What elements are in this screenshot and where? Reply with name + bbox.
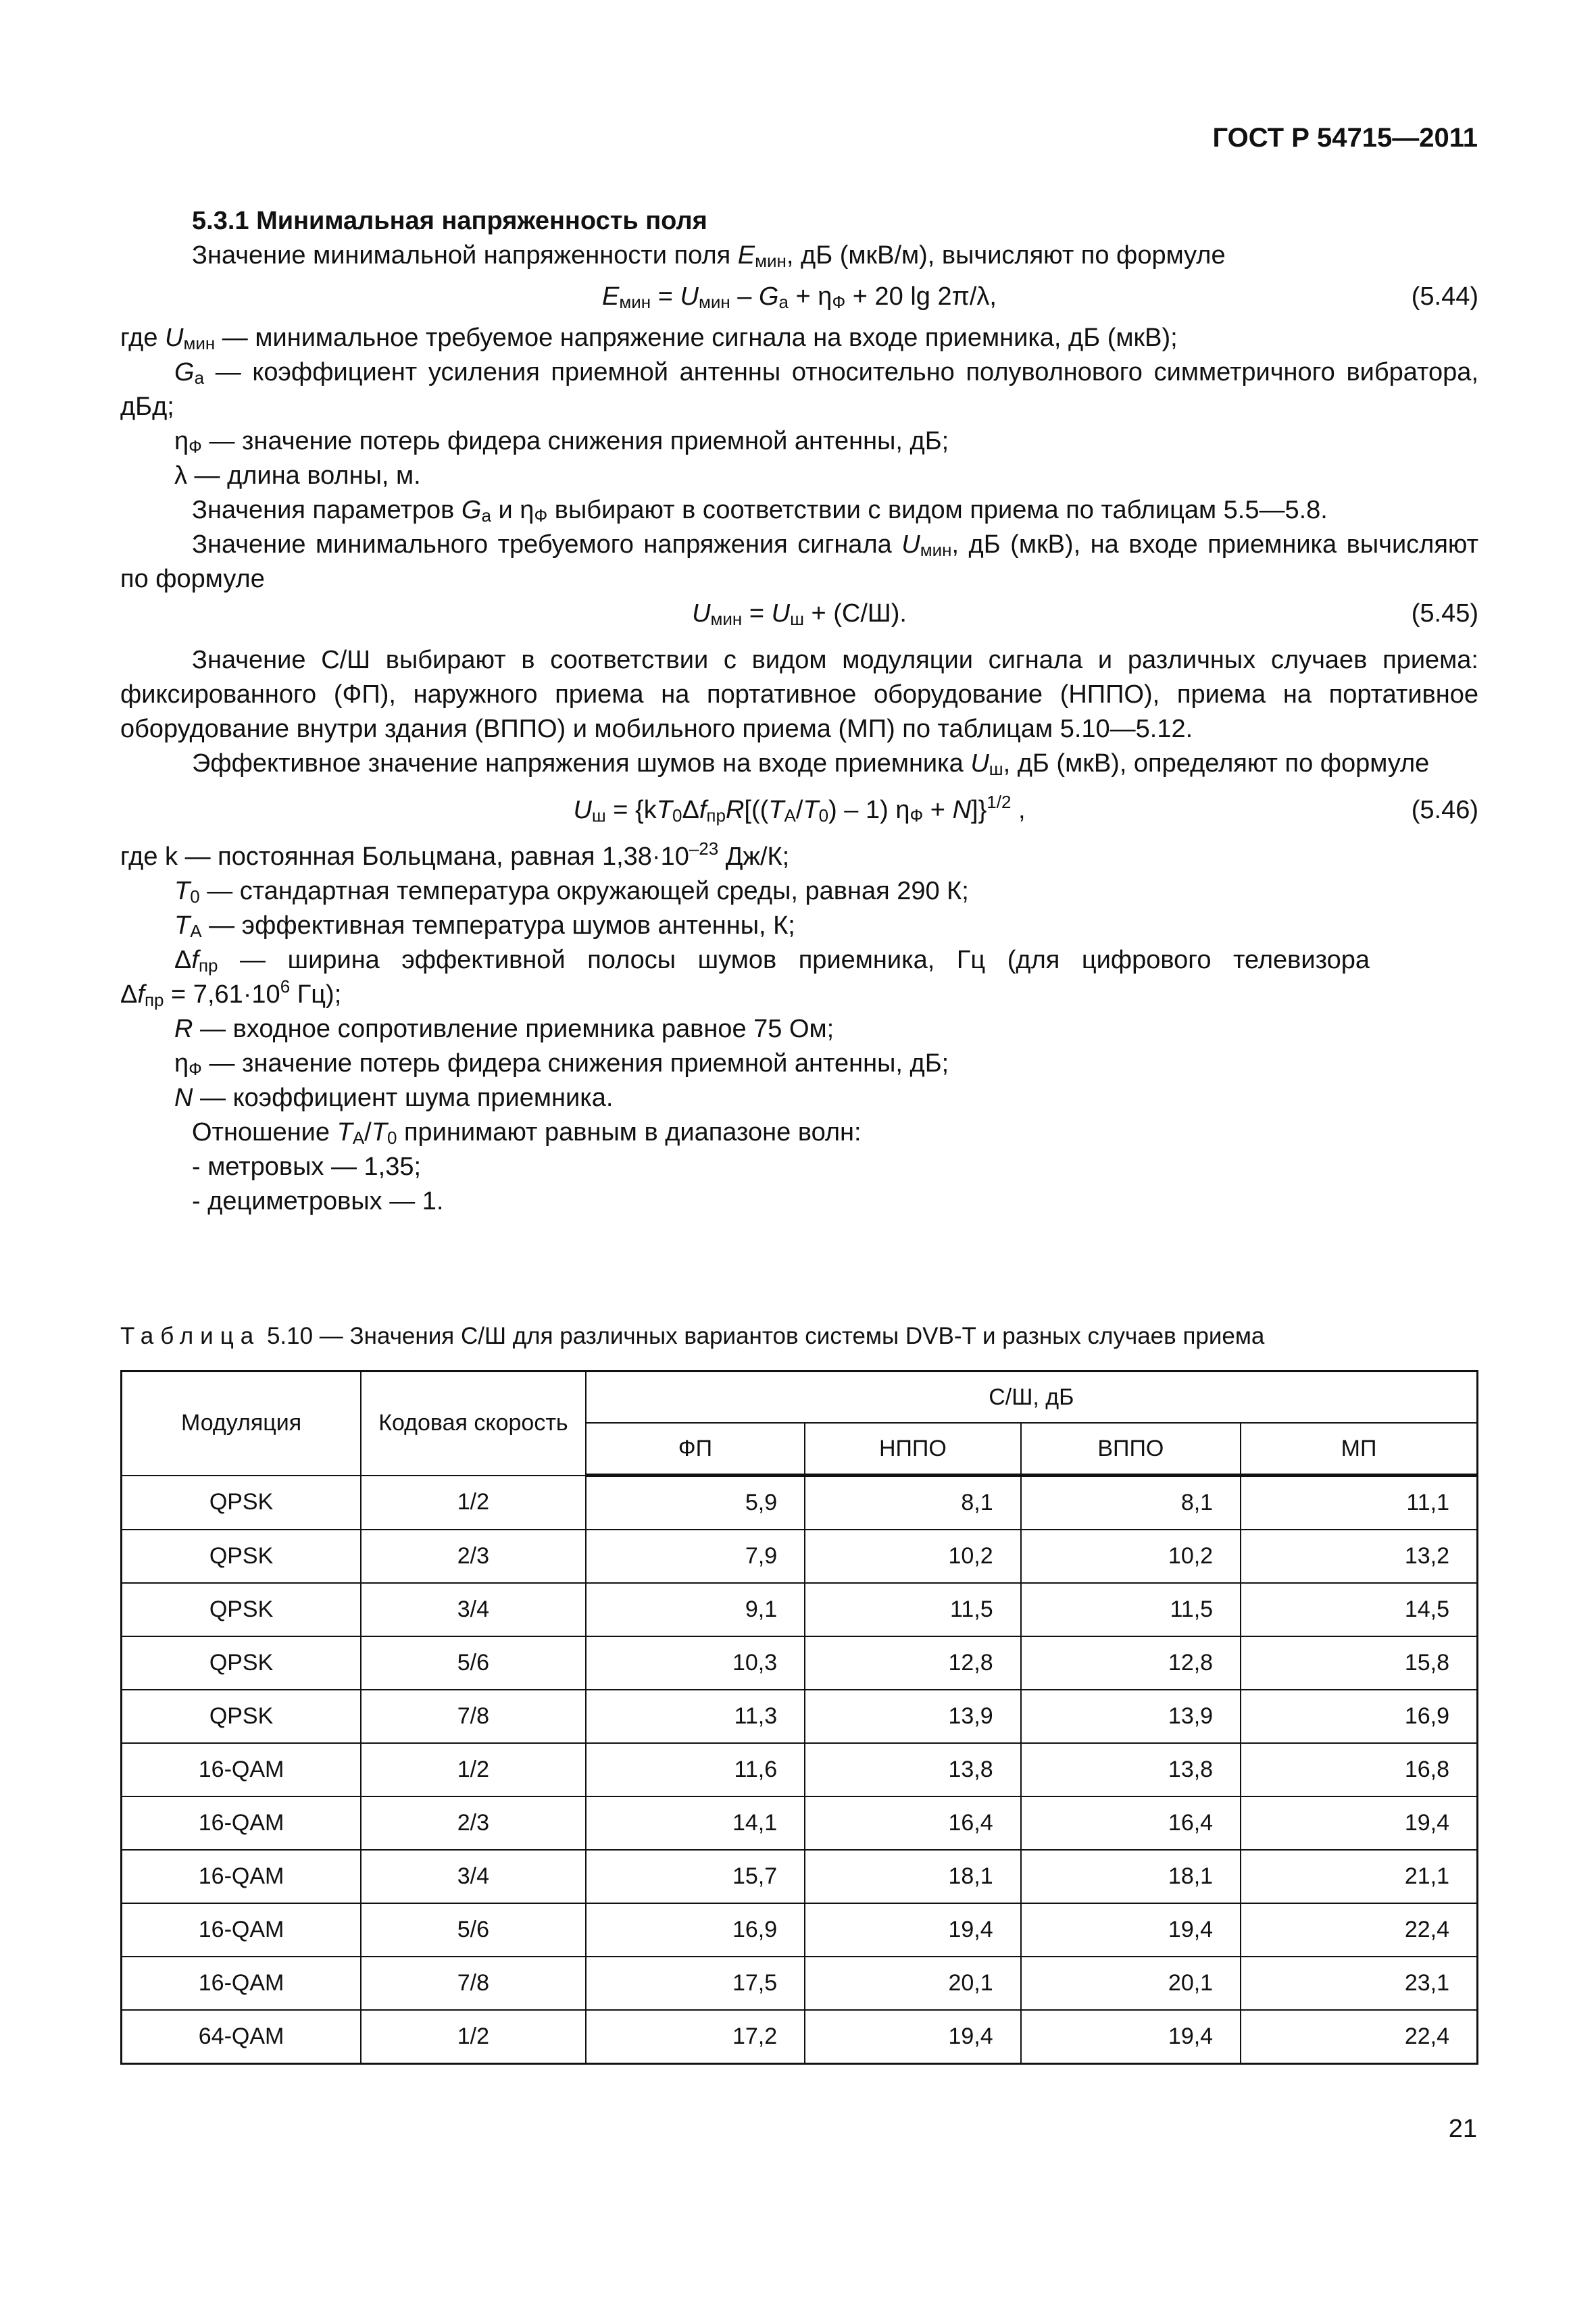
cell-vppo: 11,5 (1021, 1583, 1241, 1636)
cell-mp: 23,1 (1241, 1957, 1477, 2010)
where-df-value: $\Delta f_{пр} = 7,61\cdot 10^6$ Гц); (120, 976, 342, 1010)
cell-nppo: 13,8 (805, 1743, 1021, 1796)
params-paragraph: Значения параметров $G_a$ и $\eta_Ф$ выбирают в соответствии с видом приема по таблицам 5.5—5.8. (192, 496, 1328, 526)
cell-fp: 11,3 (586, 1690, 805, 1743)
cell-code-rate: 1/2 (361, 1743, 586, 1796)
cell-nppo: 20,1 (805, 1957, 1021, 2010)
cell-vppo: 19,4 (1021, 2010, 1241, 2064)
table-row (122, 1530, 1478, 1583)
cell-modulation: 16-QAM (122, 1743, 361, 1796)
snr-paragraph: Значение С/Ш выбирают в соответствии с видом модуляции сигнала и различных случаев приема: фиксированного (ФП), наружного приема на портативное оборудование (НППО), приема на портативное оборудование внутри здания (ВППО) и мобильного приема (МП) по таблицам 5.10—5.12. (120, 646, 1478, 743)
cell-code-rate: 5/6 (361, 1903, 586, 1957)
cell-fp: 7,9 (586, 1530, 805, 1583)
where-df: $\Delta f_{пр}$ — ширина эффективной полосы шумов приемника, Гц (для цифрового телевизора (174, 946, 1370, 976)
page-number: 21 (1448, 2115, 1477, 2143)
section-heading: 5.3.1 Минимальная напряженность поля (192, 207, 707, 235)
cell-modulation: QPSK (122, 1636, 361, 1690)
cell-vppo: 10,2 (1021, 1530, 1241, 1583)
cell-fp: 17,2 (586, 2010, 805, 2064)
where-eta: $\eta_Ф$ — значение потерь фидера снижения приемной антенны, дБ; (174, 427, 949, 457)
formula-5-44: $E_{мин} = U_{мин} - G_a + \eta_Ф + 20$ lg 2π/λ, (5.44) (120, 280, 1478, 314)
where-ta: $T_A$ — эффективная температура шумов антенны, К; (174, 911, 795, 941)
header-snr: С/Ш, дБ (586, 1372, 1478, 1424)
table-row (122, 1903, 1478, 1957)
table-caption: Таблица 5.10 — Значения С/Ш для различных вариантов системы DVB-T и разных случаев приема (120, 1323, 1265, 1349)
cell-code-rate: 2/3 (361, 1530, 586, 1583)
snr-table (120, 1370, 1478, 2065)
cell-code-rate: 3/4 (361, 1583, 586, 1636)
table-row (122, 1636, 1478, 1690)
cell-code-rate: 1/2 (361, 2010, 586, 2064)
formula-5-46: $U_ш = \{kT_0\Delta f_{пр}R[((T_A/T_0) - 1) \eta_Ф + N]\}^{1/2}$ , (5.46) (120, 793, 1478, 828)
cell-mp: 21,1 (1241, 1850, 1477, 1903)
cell-nppo: 12,8 (805, 1636, 1021, 1690)
header-nppo: НППО (805, 1423, 1021, 1476)
cell-mp: 19,4 (1241, 1796, 1477, 1850)
cell-fp: 15,7 (586, 1850, 805, 1903)
table-row (122, 1583, 1478, 1636)
table-row (122, 1796, 1478, 1850)
formula-number: (5.46) (1411, 796, 1478, 824)
table-row (122, 1690, 1478, 1743)
cell-fp: 16,9 (586, 1903, 805, 1957)
cell-vppo: 19,4 (1021, 1903, 1241, 1957)
header-fp: ФП (586, 1423, 805, 1476)
noise-paragraph: Эффективное значение напряжения шумов на входе приемника $U_ш$, дБ (мкВ), определяют по формуле (192, 749, 1430, 779)
cell-fp: 17,5 (586, 1957, 805, 2010)
cell-vppo: 13,8 (1021, 1743, 1241, 1796)
where-lambda: λ — длина волны, м. (174, 461, 421, 490)
where-umin: где $U_{мин}$ — минимальное требуемое напряжение сигнала на входе приемника, дБ (мкВ); (120, 324, 1178, 353)
header-modulation: Модуляция (122, 1372, 361, 1476)
cell-modulation: 64-QAM (122, 2010, 361, 2064)
cell-vppo: 12,8 (1021, 1636, 1241, 1690)
cell-mp: 16,8 (1241, 1743, 1477, 1796)
cell-nppo: 11,5 (805, 1583, 1021, 1636)
umin-paragraph: Значение минимального требуемого напряжения сигнала $U_{мин}$, дБ (мкВ), на входе приемника вычисляют по формуле (120, 530, 1478, 593)
header-mp: МП (1241, 1423, 1477, 1476)
cell-code-rate: 7/8 (361, 1957, 586, 2010)
cell-modulation: 16-QAM (122, 1903, 361, 1957)
cell-mp: 15,8 (1241, 1636, 1477, 1690)
cell-fp: 14,1 (586, 1796, 805, 1850)
where-k: где k — постоянная Больцмана, равная $1,38\cdot 10^{-23}$ Дж/К; (120, 838, 790, 871)
cell-code-rate: 7/8 (361, 1690, 586, 1743)
document-body (120, 204, 1478, 1219)
cell-modulation: 16-QAM (122, 1957, 361, 2010)
where-n: N — коэффициент шума приемника. (174, 1084, 614, 1112)
cell-vppo: 13,9 (1021, 1690, 1241, 1743)
cell-mp: 16,9 (1241, 1690, 1477, 1743)
table-row (122, 1850, 1478, 1903)
cell-fp: 9,1 (586, 1583, 805, 1636)
cell-nppo: 19,4 (805, 2010, 1021, 2064)
cell-modulation: 16-QAM (122, 1850, 361, 1903)
where-r: R — входное сопротивление приемника равное 75 Ом; (174, 1015, 834, 1043)
cell-modulation: QPSK (122, 1583, 361, 1636)
formula-5-45: $U_{мин} = U_ш + (С/Ш)$. (5.45) (120, 597, 1478, 631)
table-row (122, 1743, 1478, 1796)
where-t0: $T_0$ — стандартная температура окружающей среды, равная 290 К; (174, 877, 969, 907)
cell-modulation: QPSK (122, 1690, 361, 1743)
table-row (122, 1476, 1478, 1530)
cell-nppo: 10,2 (805, 1530, 1021, 1583)
cell-fp: 11,6 (586, 1743, 805, 1796)
cell-nppo: 8,1 (805, 1476, 1021, 1530)
where-ga: $G_a$ — коэффициент усиления приемной антенны относительно полуволнового симметричного вибратора, дБд; (120, 358, 1478, 421)
cell-vppo: 18,1 (1021, 1850, 1241, 1903)
ratio-item-decimeter: - дециметровых — 1. (192, 1187, 444, 1215)
cell-nppo: 16,4 (805, 1796, 1021, 1850)
cell-code-rate: 1/2 (361, 1476, 586, 1530)
table-row (122, 1957, 1478, 2010)
cell-mp: 14,5 (1241, 1583, 1477, 1636)
cell-vppo: 8,1 (1021, 1476, 1241, 1530)
cell-modulation: QPSK (122, 1530, 361, 1583)
intro-paragraph: Значение минимальной напряженности поля $E_{мин}$, дБ (мкВ/м), вычисляют по формуле (192, 241, 1226, 271)
cell-nppo: 13,9 (805, 1690, 1021, 1743)
formula-number: (5.44) (1411, 282, 1478, 311)
cell-code-rate: 2/3 (361, 1796, 586, 1850)
cell-code-rate: 3/4 (361, 1850, 586, 1903)
cell-mp: 11,1 (1241, 1476, 1477, 1530)
ratio-paragraph: Отношение $T_A/T_0$ принимают равным в диапазоне волн: (192, 1118, 862, 1148)
header-vppo: ВППО (1021, 1423, 1241, 1476)
ratio-item-meter: - метровых — 1,35; (192, 1153, 422, 1181)
cell-mp: 13,2 (1241, 1530, 1477, 1583)
cell-mp: 22,4 (1241, 2010, 1477, 2064)
where-eta2: $\eta_Ф$ — значение потерь фидера снижения приемной антенны, дБ; (174, 1049, 949, 1079)
cell-fp: 5,9 (586, 1476, 805, 1530)
doc-header-code: ГОСТ Р 54715—2011 (1212, 123, 1478, 153)
header-code-rate: Кодовая скорость (361, 1372, 586, 1476)
formula-number: (5.45) (1411, 599, 1478, 628)
cell-nppo: 18,1 (805, 1850, 1021, 1903)
table-row (122, 2010, 1478, 2064)
cell-modulation: QPSK (122, 1476, 361, 1530)
cell-vppo: 20,1 (1021, 1957, 1241, 2010)
cell-vppo: 16,4 (1021, 1796, 1241, 1850)
cell-modulation: 16-QAM (122, 1796, 361, 1850)
cell-code-rate: 5/6 (361, 1636, 586, 1690)
cell-mp: 22,4 (1241, 1903, 1477, 1957)
cell-fp: 10,3 (586, 1636, 805, 1690)
cell-nppo: 19,4 (805, 1903, 1021, 1957)
